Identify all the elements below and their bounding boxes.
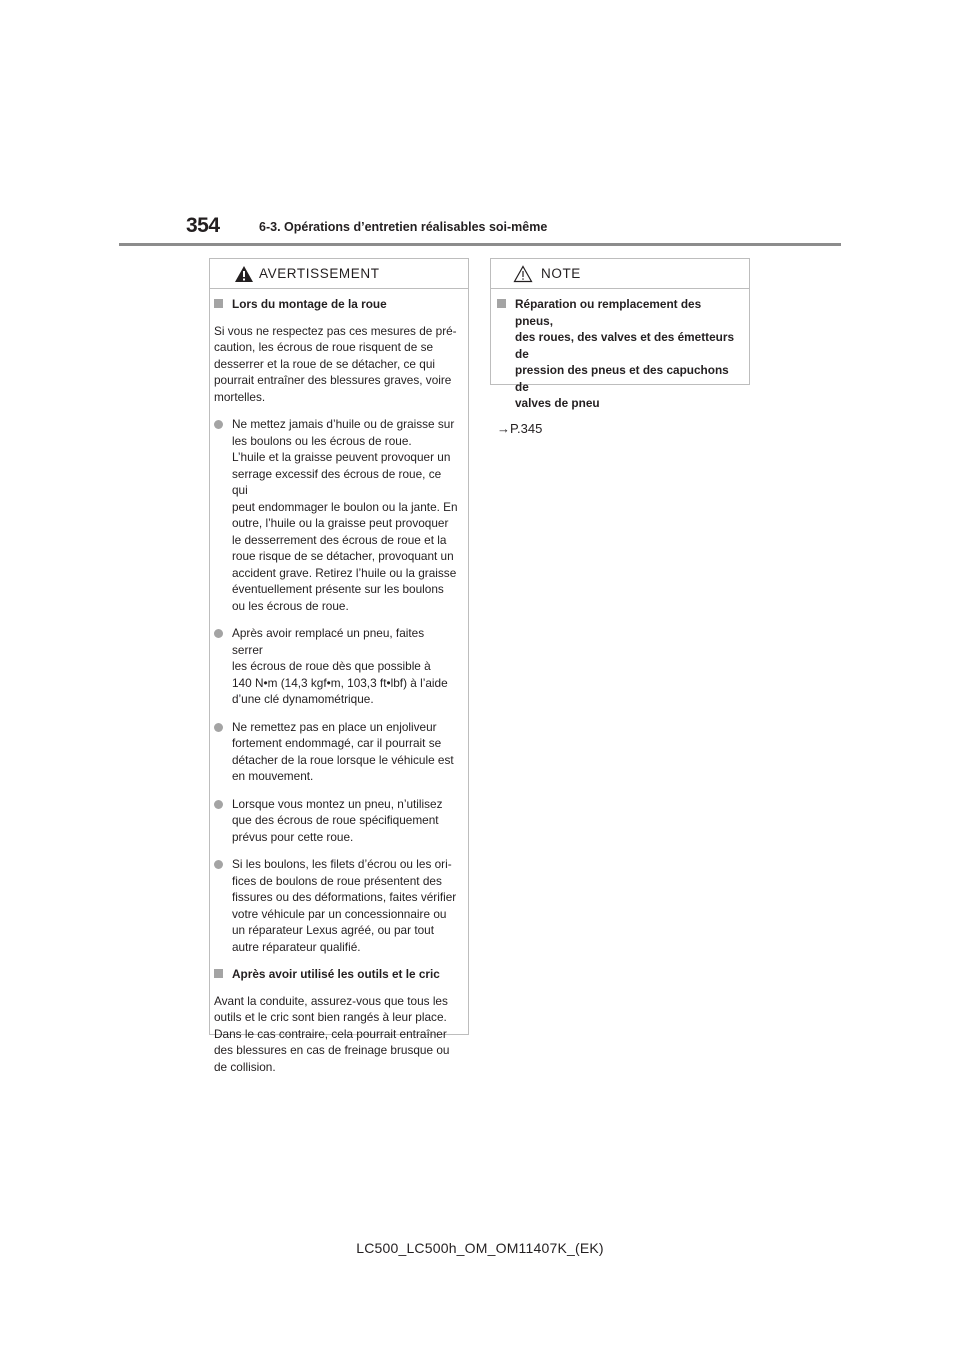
round-bullet-icon <box>214 723 223 732</box>
warning-outro: Avant la conduite, assurez-vous que tous les outils et le cric sont bien rangés à leur place. Dans le cas contraire, cela pourrait entraîner des blessures en cas de freinage brusque ou de collision. <box>214 993 450 1074</box>
header-rule <box>119 243 841 246</box>
document-code: LC500_LC500h_OM_OM11407K_(EK) <box>356 1240 604 1256</box>
warning-box-header <box>210 259 468 289</box>
note-box-header <box>491 259 749 289</box>
warning-bullet-torque: Après avoir remplacé un pneu, faites serrer les écrous de roue dès que possible à 140 N•m (14,3 kgf•m, 103,3 ft•lbf) à l’aide d’une clé dynamométrique. <box>214 625 458 708</box>
round-bullet-icon <box>214 420 223 429</box>
square-bullet-icon <box>497 299 506 308</box>
warning-heading-wheel-mounting: Lors du montage de la roue <box>214 296 458 313</box>
warning-bullet-oil-grease: Ne mettez jamais d’huile ou de graisse sur les boulons ou les écrous de roue. L’huile et la graisse peuvent provoquer un serrage excessif des écrous de roue, ce qui peut endommager le boulon ou la jante. En outre, l’huile ou la graisse peut provoquer le desserrement des écrous de roue et la roue risque de se détacher, provoquant un accident grave. Retirez l’huile ou la graisse éventuellement présente sur les boulons ou les écrous de roue. <box>214 416 458 614</box>
warning-bullet-cracks: Si les boulons, les filets d’écrou ou les ori- fices de boulons de roue présentent des fissures ou des déformations, faites vérifier votre véhicule par un concessionnaire ou un réparateur Lexus agréé, ou par tout autre réparateur qualifié. <box>214 856 458 955</box>
warning-box <box>209 258 469 1074</box>
square-bullet-icon <box>214 299 223 308</box>
round-bullet-icon <box>214 629 223 638</box>
warning-box-title: AVERTISSEMENT <box>259 266 380 281</box>
warning-bullet-nuts: Lorsque vous montez un pneu, n’utilisez que des écrous de roue spécifiquement prévus pour cette roue. <box>214 796 458 846</box>
round-bullet-icon <box>214 800 223 809</box>
note-box <box>490 258 750 436</box>
warning-bullet-hubcap: Ne remettez pas en place un enjoliveur fortement endommagé, car il pourrait se détacher de la roue lorsque le véhicule est en mouvement. <box>214 719 458 785</box>
warning-heading-tools-jack: Après avoir utilisé les outils et le cric <box>214 966 458 983</box>
section-title: 6-3. Opérations d’entretien réalisables soi-même <box>259 220 548 234</box>
arrow-right-icon: → <box>497 420 510 436</box>
warning-intro: Si vous ne respectez pas ces mesures de pré- caution, les écrous de roue risquent de se desserrer et la roue de se détacher, ce qui pourrait entraîner des blessures graves, voire mortelles. <box>214 323 457 404</box>
square-bullet-icon <box>214 969 223 978</box>
page-number: 354 <box>186 214 220 237</box>
caution-triangle-outline-icon <box>513 265 533 283</box>
note-page-reference[interactable] <box>497 421 741 438</box>
note-box-title: NOTE <box>541 266 581 281</box>
round-bullet-icon <box>214 860 223 869</box>
warning-triangle-icon <box>234 265 254 283</box>
reference-link[interactable]: P.345 <box>510 420 543 436</box>
note-heading-tires: Réparation ou remplacement des pneus, des roues, des valves et des émetteurs de pression des pneus et des capuchons de valves de pneu <box>497 296 741 412</box>
